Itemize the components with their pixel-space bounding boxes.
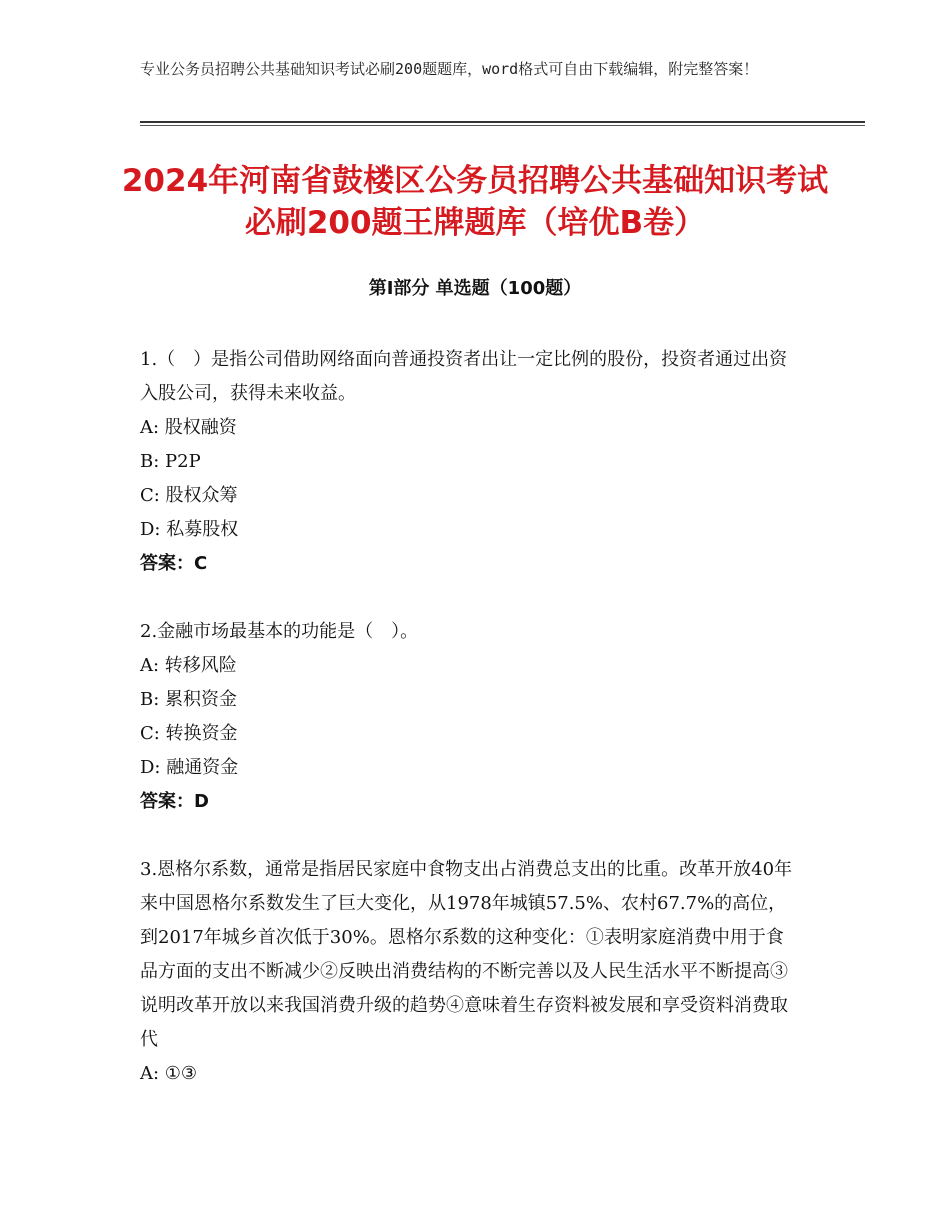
answer: 答案：D [140,791,209,812]
option-b: B: P2P [140,451,201,472]
option-d: D: 私募股权 [140,519,239,540]
header-note: 专业公务员招聘公共基础知识考试必刷200题题库，word格式可自由下载编辑，附完整答案！ [140,60,759,78]
option-c: C: 股权众筹 [140,485,238,506]
document-title: 2024年河南省鼓楼区公务员招聘公共基础知识考试必刷200题王牌题库（培优B卷） [121,163,829,241]
question-stem: 1.（ ）是指公司借助网络面向普通投资者出让一定比例的股份，投资者通过出资入股公司，获得未来收益。 [140,349,788,404]
option-a: A: 转移风险 [140,655,237,676]
question-3 [140,853,800,1091]
header-divider-thin [140,125,865,126]
option-d: D: 融通资金 [140,757,239,778]
option-b: B: 累积资金 [140,689,238,710]
question-stem: 2.金融市场最基本的功能是（ ）。 [140,621,419,642]
option-a: A: 股权融资 [140,417,237,438]
header-divider [140,121,865,123]
question-stem: 3.恩格尔系数，通常是指居民家庭中食物支出占消费总支出的比重。改革开放40年来中国恩格尔系数发生了巨大变化，从1978年城镇57.5%、农村67.7%的高位，到2017年城乡首次低于30%。恩格尔系数的这种变化：①表明家庭消费中用于食品方面的支出不断减少②反映出消费结构的不断完善以及人民生活水平不断提高③说明改革开放以来我国消费升级的趋势④意味着生存资料被发展和享受资料消费取代 [140,859,793,1050]
option-a: A: ①③ [140,1063,198,1084]
question-list [140,343,800,1091]
section-heading: 第Ⅰ部分 单选题（100题） [368,278,582,299]
answer: 答案：C [140,553,208,574]
option-c: C: 转换资金 [140,723,238,744]
question-2 [140,615,800,819]
question-1 [140,343,800,581]
